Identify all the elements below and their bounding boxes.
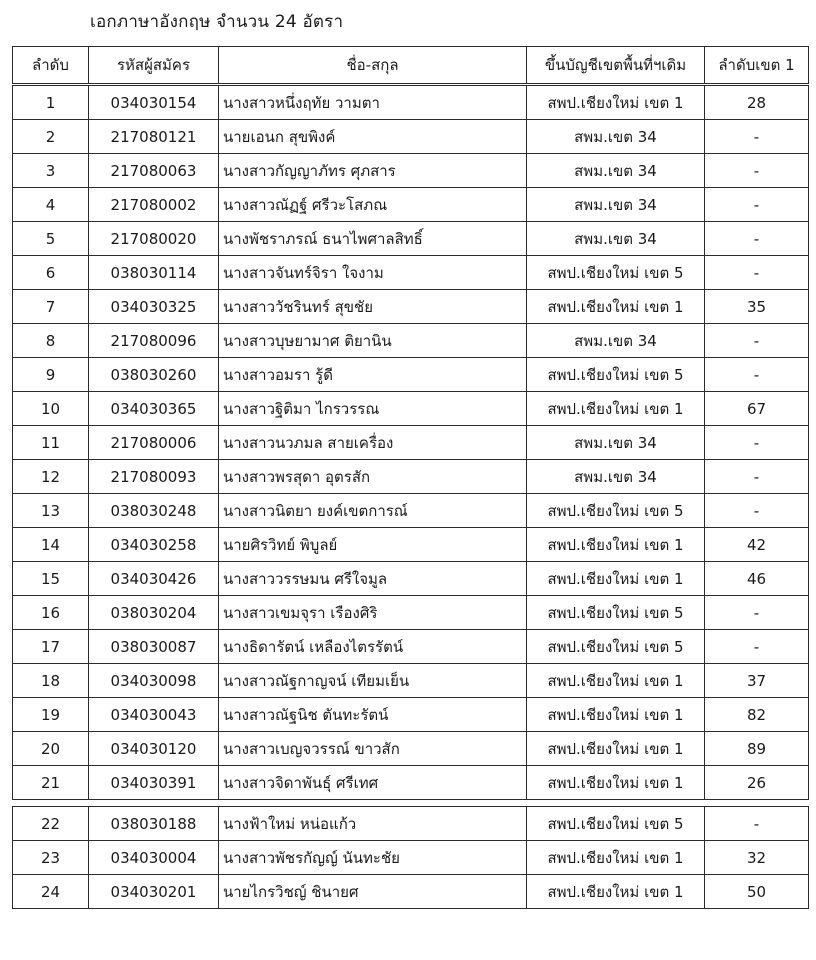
table-row [13, 460, 809, 494]
cell-applicant-id: 034030365 [89, 392, 219, 426]
cell-order: 11 [13, 426, 89, 460]
cell-full-name: นางสาวจันทร์จิรา ใจงาม [219, 256, 527, 290]
cell-order: 12 [13, 460, 89, 494]
cell-original-area: สพม.เขต 34 [527, 154, 705, 188]
cell-order: 4 [13, 188, 89, 222]
cell-full-name: นางสาวบุษยามาศ ติยานิน [219, 324, 527, 358]
cell-area-1-rank: 46 [705, 562, 809, 596]
table-row [13, 188, 809, 222]
cell-full-name: นางสาวเบญจวรรณ์ ขาวสัก [219, 732, 527, 766]
cell-original-area: สพม.เขต 34 [527, 120, 705, 154]
cell-full-name: นางสาวณัฐนิช ตันทะรัตน์ [219, 698, 527, 732]
cell-area-1-rank: 26 [705, 766, 809, 800]
cell-order: 16 [13, 596, 89, 630]
cell-full-name: นายศิรวิทย์ พิบูลย์ [219, 528, 527, 562]
cell-order: 8 [13, 324, 89, 358]
header-order: ลำดับ [13, 47, 89, 85]
cell-order: 10 [13, 392, 89, 426]
table-row [13, 426, 809, 460]
cell-original-area: สพม.เขต 34 [527, 460, 705, 494]
cell-order: 23 [13, 841, 89, 875]
table-row [13, 120, 809, 154]
cell-area-1-rank: 82 [705, 698, 809, 732]
cell-full-name: นางสาวณัฐกาญจน์ เทียมเย็น [219, 664, 527, 698]
table-row [13, 494, 809, 528]
cell-applicant-id: 217080096 [89, 324, 219, 358]
header-full-name: ชื่อ-สกุล [219, 47, 527, 85]
cell-area-1-rank: 89 [705, 732, 809, 766]
cell-full-name: นางธิดารัตน์ เหลืองไตรรัตน์ [219, 630, 527, 664]
cell-original-area: สพม.เขต 34 [527, 222, 705, 256]
cell-area-1-rank: - [705, 596, 809, 630]
cell-applicant-id: 038030260 [89, 358, 219, 392]
cell-applicant-id: 034030391 [89, 766, 219, 800]
cell-order: 19 [13, 698, 89, 732]
cell-full-name: นางสาววัชรินทร์ สุขชัย [219, 290, 527, 324]
cell-area-1-rank: - [705, 154, 809, 188]
cell-full-name: นายไกรวิชญ์ ชินายศ [219, 875, 527, 909]
cell-area-1-rank: 50 [705, 875, 809, 909]
cell-order: 20 [13, 732, 89, 766]
cell-order: 18 [13, 664, 89, 698]
cell-area-1-rank: - [705, 426, 809, 460]
cell-original-area: สพป.เชียงใหม่ เขต 5 [527, 256, 705, 290]
cell-original-area: สพม.เขต 34 [527, 188, 705, 222]
header-applicant-id: รหัสผู้สมัคร [89, 47, 219, 85]
cell-original-area: สพม.เขต 34 [527, 324, 705, 358]
cell-original-area: สพป.เชียงใหม่ เขต 1 [527, 841, 705, 875]
cell-applicant-id: 034030258 [89, 528, 219, 562]
table-row [13, 875, 809, 909]
cell-area-1-rank: - [705, 630, 809, 664]
cell-area-1-rank: 37 [705, 664, 809, 698]
cell-area-1-rank: - [705, 324, 809, 358]
cell-area-1-rank: - [705, 807, 809, 841]
table-row [13, 766, 809, 800]
cell-order: 6 [13, 256, 89, 290]
cell-area-1-rank: 32 [705, 841, 809, 875]
cell-full-name: นางสาวพรสุดา อุตรสัก [219, 460, 527, 494]
cell-applicant-id: 217080002 [89, 188, 219, 222]
cell-order: 13 [13, 494, 89, 528]
candidate-table [12, 46, 809, 909]
cell-original-area: สพป.เชียงใหม่ เขต 1 [527, 392, 705, 426]
cell-order: 21 [13, 766, 89, 800]
cell-applicant-id: 038030204 [89, 596, 219, 630]
document-title: เอกภาษาอังกฤษ จำนวน 24 อัตรา [90, 12, 344, 32]
cell-original-area: สพป.เชียงใหม่ เขต 1 [527, 875, 705, 909]
cell-original-area: สพป.เชียงใหม่ เขต 5 [527, 358, 705, 392]
cell-area-1-rank: - [705, 188, 809, 222]
cell-applicant-id: 034030004 [89, 841, 219, 875]
cell-area-1-rank: - [705, 494, 809, 528]
cell-applicant-id: 217080121 [89, 120, 219, 154]
cell-original-area: สพป.เชียงใหม่ เขต 5 [527, 630, 705, 664]
cell-order: 9 [13, 358, 89, 392]
cell-original-area: สพป.เชียงใหม่ เขต 5 [527, 494, 705, 528]
cell-applicant-id: 034030325 [89, 290, 219, 324]
cell-applicant-id: 217080006 [89, 426, 219, 460]
cell-full-name: นางฟ้าใหม่ หน่อแก้ว [219, 807, 527, 841]
table-row [13, 807, 809, 841]
cell-area-1-rank: - [705, 358, 809, 392]
cell-applicant-id: 034030120 [89, 732, 219, 766]
cell-original-area: สพป.เชียงใหม่ เขต 1 [527, 766, 705, 800]
table-row [13, 154, 809, 188]
cell-area-1-rank: - [705, 256, 809, 290]
cell-original-area: สพป.เชียงใหม่ เขต 5 [527, 596, 705, 630]
table-body [13, 85, 809, 909]
header-original-area: ขึ้นบัญชีเขตพื้นที่ฯเดิม [527, 47, 705, 85]
cell-applicant-id: 038030087 [89, 630, 219, 664]
cell-full-name: นางสาวพัชรกัญญ์ นันทะชัย [219, 841, 527, 875]
cell-applicant-id: 034030154 [89, 85, 219, 120]
cell-order: 3 [13, 154, 89, 188]
table-header-row [13, 47, 809, 85]
table-row [13, 290, 809, 324]
cell-original-area: สพป.เชียงใหม่ เขต 5 [527, 807, 705, 841]
cell-applicant-id: 217080093 [89, 460, 219, 494]
cell-order: 2 [13, 120, 89, 154]
cell-original-area: สพป.เชียงใหม่ เขต 1 [527, 85, 705, 120]
cell-full-name: นายเอนก สุขพิงค์ [219, 120, 527, 154]
table-row [13, 528, 809, 562]
table-row [13, 85, 809, 120]
cell-applicant-id: 034030098 [89, 664, 219, 698]
cell-full-name: นางสาวจิดาพันธุ์ ศรีเทศ [219, 766, 527, 800]
cell-original-area: สพป.เชียงใหม่ เขต 1 [527, 290, 705, 324]
cell-full-name: นางสาวฐิติมา ไกรวรรณ [219, 392, 527, 426]
table-row [13, 664, 809, 698]
header-area-1-rank: ลำดับเขต 1 [705, 47, 809, 85]
cell-applicant-id: 217080020 [89, 222, 219, 256]
cell-full-name: นางสาวนิตยา ยงค์เขตการณ์ [219, 494, 527, 528]
cell-full-name: นางสาววรรษมน ศรีใจมูล [219, 562, 527, 596]
cell-applicant-id: 034030201 [89, 875, 219, 909]
cell-area-1-rank: 67 [705, 392, 809, 426]
cell-full-name: นางสาวหนึ่งฤทัย วามตา [219, 85, 527, 120]
cell-full-name: นางสาวอมรา รู้ดี [219, 358, 527, 392]
cell-applicant-id: 038030114 [89, 256, 219, 290]
table-divider [13, 800, 809, 807]
table-row [13, 698, 809, 732]
table-row [13, 630, 809, 664]
cell-order: 15 [13, 562, 89, 596]
table-row [13, 596, 809, 630]
cell-applicant-id: 217080063 [89, 154, 219, 188]
cell-full-name: นางสาวเขมจุรา เรืองศิริ [219, 596, 527, 630]
table-row [13, 392, 809, 426]
cell-original-area: สพป.เชียงใหม่ เขต 1 [527, 732, 705, 766]
cell-order: 24 [13, 875, 89, 909]
cell-original-area: สพป.เชียงใหม่ เขต 1 [527, 664, 705, 698]
table-row [13, 358, 809, 392]
cell-order: 22 [13, 807, 89, 841]
cell-original-area: สพป.เชียงใหม่ เขต 1 [527, 698, 705, 732]
cell-original-area: สพป.เชียงใหม่ เขต 1 [527, 562, 705, 596]
cell-applicant-id: 038030188 [89, 807, 219, 841]
cell-original-area: สพม.เขต 34 [527, 426, 705, 460]
cell-full-name: นางสาวนวภมล สายเครื่อง [219, 426, 527, 460]
table-divider-cell [13, 800, 809, 807]
table-row [13, 841, 809, 875]
cell-area-1-rank: - [705, 460, 809, 494]
table-row [13, 732, 809, 766]
cell-full-name: นางสาวณัฏฐ์ ศรีวะโสภณ [219, 188, 527, 222]
table-row [13, 222, 809, 256]
cell-original-area: สพป.เชียงใหม่ เขต 1 [527, 528, 705, 562]
table-row [13, 324, 809, 358]
cell-area-1-rank: - [705, 222, 809, 256]
cell-area-1-rank: 28 [705, 85, 809, 120]
cell-applicant-id: 034030043 [89, 698, 219, 732]
cell-order: 1 [13, 85, 89, 120]
table-row [13, 256, 809, 290]
cell-applicant-id: 038030248 [89, 494, 219, 528]
cell-order: 14 [13, 528, 89, 562]
cell-full-name: นางพัชราภรณ์ ธนาไพศาลสิทธิ์ [219, 222, 527, 256]
cell-area-1-rank: 35 [705, 290, 809, 324]
cell-full-name: นางสาวกัญญาภัทร ศุภสาร [219, 154, 527, 188]
cell-applicant-id: 034030426 [89, 562, 219, 596]
table-row [13, 562, 809, 596]
cell-order: 5 [13, 222, 89, 256]
cell-order: 7 [13, 290, 89, 324]
cell-area-1-rank: 42 [705, 528, 809, 562]
cell-area-1-rank: - [705, 120, 809, 154]
cell-order: 17 [13, 630, 89, 664]
